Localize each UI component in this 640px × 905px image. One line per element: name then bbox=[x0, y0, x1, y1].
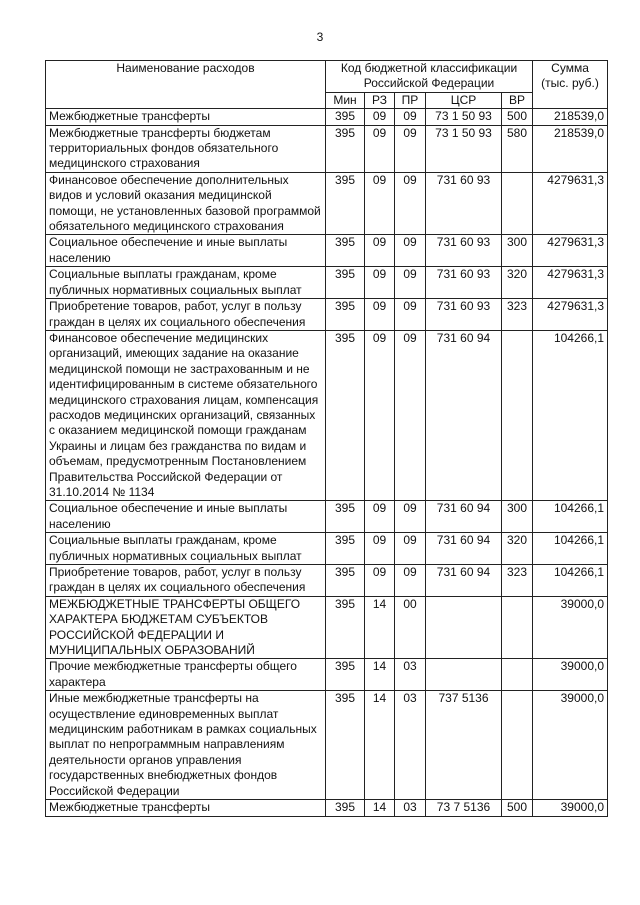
table-row bbox=[46, 596, 608, 659]
row-sum: 218539,0 bbox=[533, 109, 608, 125]
row-pr: 03 bbox=[395, 659, 426, 691]
row-name: Социальные выплаты гражданам, кроме публичных нормативных социальных выплат bbox=[46, 267, 326, 299]
table-row bbox=[46, 235, 608, 267]
row-name: Прочие межбюджетные трансферты общего характера bbox=[46, 659, 326, 691]
table-row bbox=[46, 109, 608, 125]
row-sum: 218539,0 bbox=[533, 125, 608, 172]
row-csr: 731 60 93 bbox=[426, 267, 502, 299]
row-min: 395 bbox=[326, 800, 365, 816]
row-name: Финансовое обеспечение дополнительных видов и условий оказания медицинской помощи, не установленных базовой программой обязательного медицинского страхования bbox=[46, 172, 326, 235]
row-rz: 14 bbox=[365, 800, 395, 816]
row-sum: 4279631,3 bbox=[533, 267, 608, 299]
row-sum: 39000,0 bbox=[533, 691, 608, 800]
row-min: 395 bbox=[326, 533, 365, 565]
row-sum: 104266,1 bbox=[533, 501, 608, 533]
row-vr: 320 bbox=[502, 267, 533, 299]
row-rz: 09 bbox=[365, 533, 395, 565]
row-name: МЕЖБЮДЖЕТНЫЕ ТРАНСФЕРТЫ ОБЩЕГО ХАРАКТЕРА БЮДЖЕТАМ СУБЪЕКТОВ РОССИЙСКОЙ ФЕДЕРАЦИИ И МУНИЦИПАЛЬНЫХ ОБРАЗОВАНИЙ bbox=[46, 596, 326, 659]
row-csr: 731 60 94 bbox=[426, 533, 502, 565]
row-sum: 4279631,3 bbox=[533, 235, 608, 267]
row-vr: 323 bbox=[502, 299, 533, 331]
row-rz: 09 bbox=[365, 235, 395, 267]
row-pr: 09 bbox=[395, 501, 426, 533]
row-name: Межбюджетные трансферты bbox=[46, 800, 326, 816]
row-sum: 39000,0 bbox=[533, 800, 608, 816]
row-min: 395 bbox=[326, 109, 365, 125]
row-min: 395 bbox=[326, 330, 365, 500]
row-csr: 731 60 94 bbox=[426, 501, 502, 533]
row-name: Социальное обеспечение и иные выплаты населению bbox=[46, 501, 326, 533]
row-pr: 09 bbox=[395, 330, 426, 500]
row-name: Иные межбюджетные трансферты на осуществление единовременных выплат медицинским работникам в рамках социальных выплат по непрограммным направлениям деятельности органов управления государственных внебюджетных фондов Российской Федерации bbox=[46, 691, 326, 800]
row-vr: 300 bbox=[502, 235, 533, 267]
budget-table-body bbox=[46, 109, 608, 816]
budget-table bbox=[45, 60, 608, 817]
header-min: Мин bbox=[326, 92, 365, 108]
row-rz: 09 bbox=[365, 125, 395, 172]
header-code-group: Код бюджетной классификации Российской Федерации bbox=[326, 61, 533, 93]
row-vr bbox=[502, 330, 533, 500]
row-pr: 09 bbox=[395, 565, 426, 597]
row-sum: 104266,1 bbox=[533, 533, 608, 565]
row-vr bbox=[502, 691, 533, 800]
row-sum: 104266,1 bbox=[533, 330, 608, 500]
page-number: 3 bbox=[316, 30, 324, 44]
row-vr: 580 bbox=[502, 125, 533, 172]
table-row bbox=[46, 267, 608, 299]
row-vr: 320 bbox=[502, 533, 533, 565]
row-csr: 731 60 94 bbox=[426, 565, 502, 597]
row-vr bbox=[502, 659, 533, 691]
row-min: 395 bbox=[326, 565, 365, 597]
row-pr: 09 bbox=[395, 109, 426, 125]
row-name: Социальные выплаты гражданам, кроме публичных нормативных социальных выплат bbox=[46, 533, 326, 565]
row-pr: 09 bbox=[395, 235, 426, 267]
row-csr: 73 1 50 93 bbox=[426, 125, 502, 172]
row-sum: 4279631,3 bbox=[533, 172, 608, 235]
row-csr: 731 60 94 bbox=[426, 330, 502, 500]
row-rz: 09 bbox=[365, 172, 395, 235]
row-rz: 14 bbox=[365, 596, 395, 659]
row-csr bbox=[426, 596, 502, 659]
row-csr: 731 60 93 bbox=[426, 172, 502, 235]
row-vr bbox=[502, 172, 533, 235]
row-csr: 73 1 50 93 bbox=[426, 109, 502, 125]
row-rz: 09 bbox=[365, 299, 395, 331]
table-row bbox=[46, 330, 608, 500]
row-vr bbox=[502, 596, 533, 659]
table-row bbox=[46, 501, 608, 533]
row-min: 395 bbox=[326, 267, 365, 299]
row-csr: 731 60 93 bbox=[426, 299, 502, 331]
row-rz: 09 bbox=[365, 565, 395, 597]
row-csr: 73 7 5136 bbox=[426, 800, 502, 816]
row-rz: 14 bbox=[365, 659, 395, 691]
header-sum: Сумма (тыс. руб.) bbox=[533, 61, 608, 109]
row-rz: 09 bbox=[365, 501, 395, 533]
row-name: Приобретение товаров, работ, услуг в пользу граждан в целях их социального обеспечения bbox=[46, 565, 326, 597]
row-min: 395 bbox=[326, 235, 365, 267]
table-row bbox=[46, 659, 608, 691]
row-name: Финансовое обеспечение медицинских организаций, имеющих задание на оказание медицинской помощи не застрахованным и не идентифицированным в системе обязательного медицинского страхования лицам, компенсация расходов медицинских организаций, связанных с оказанием медицинской помощи гражданам Украины и лицам без гражданства по видам и объемам, предусмотренным Постановлением Правительства Российской Федерации от 31.10.2014 № 1134 bbox=[46, 330, 326, 500]
row-rz: 14 bbox=[365, 691, 395, 800]
row-rz: 09 bbox=[365, 109, 395, 125]
row-vr: 300 bbox=[502, 501, 533, 533]
row-pr: 09 bbox=[395, 299, 426, 331]
row-name: Межбюджетные трансферты бюджетам территориальных фондов обязательного медицинского страхования bbox=[46, 125, 326, 172]
header-csr: ЦСР bbox=[426, 92, 502, 108]
table-row bbox=[46, 125, 608, 172]
header-pr: ПР bbox=[395, 92, 426, 108]
row-rz: 09 bbox=[365, 267, 395, 299]
row-min: 395 bbox=[326, 172, 365, 235]
table-row bbox=[46, 691, 608, 800]
table-row bbox=[46, 299, 608, 331]
row-name: Межбюджетные трансферты bbox=[46, 109, 326, 125]
row-vr: 500 bbox=[502, 800, 533, 816]
row-min: 395 bbox=[326, 299, 365, 331]
row-pr: 03 bbox=[395, 800, 426, 816]
row-csr bbox=[426, 659, 502, 691]
row-sum: 39000,0 bbox=[533, 596, 608, 659]
row-sum: 104266,1 bbox=[533, 565, 608, 597]
header-rz: РЗ bbox=[365, 92, 395, 108]
table-row bbox=[46, 565, 608, 597]
row-pr: 09 bbox=[395, 267, 426, 299]
row-sum: 39000,0 bbox=[533, 659, 608, 691]
row-min: 395 bbox=[326, 596, 365, 659]
row-min: 395 bbox=[326, 501, 365, 533]
row-pr: 09 bbox=[395, 125, 426, 172]
table-row bbox=[46, 800, 608, 816]
row-csr: 731 60 93 bbox=[426, 235, 502, 267]
row-name: Приобретение товаров, работ, услуг в пользу граждан в целях их социального обеспечения bbox=[46, 299, 326, 331]
row-vr: 323 bbox=[502, 565, 533, 597]
row-pr: 09 bbox=[395, 533, 426, 565]
table-row bbox=[46, 533, 608, 565]
header-vr: ВР bbox=[502, 92, 533, 108]
row-name: Социальное обеспечение и иные выплаты населению bbox=[46, 235, 326, 267]
row-sum: 4279631,3 bbox=[533, 299, 608, 331]
header-name: Наименование расходов bbox=[46, 61, 326, 109]
row-pr: 00 bbox=[395, 596, 426, 659]
row-min: 395 bbox=[326, 125, 365, 172]
row-csr: 737 5136 bbox=[426, 691, 502, 800]
row-rz: 09 bbox=[365, 330, 395, 500]
row-pr: 09 bbox=[395, 172, 426, 235]
row-vr: 500 bbox=[502, 109, 533, 125]
row-pr: 03 bbox=[395, 691, 426, 800]
table-row bbox=[46, 172, 608, 235]
row-min: 395 bbox=[326, 659, 365, 691]
row-min: 395 bbox=[326, 691, 365, 800]
